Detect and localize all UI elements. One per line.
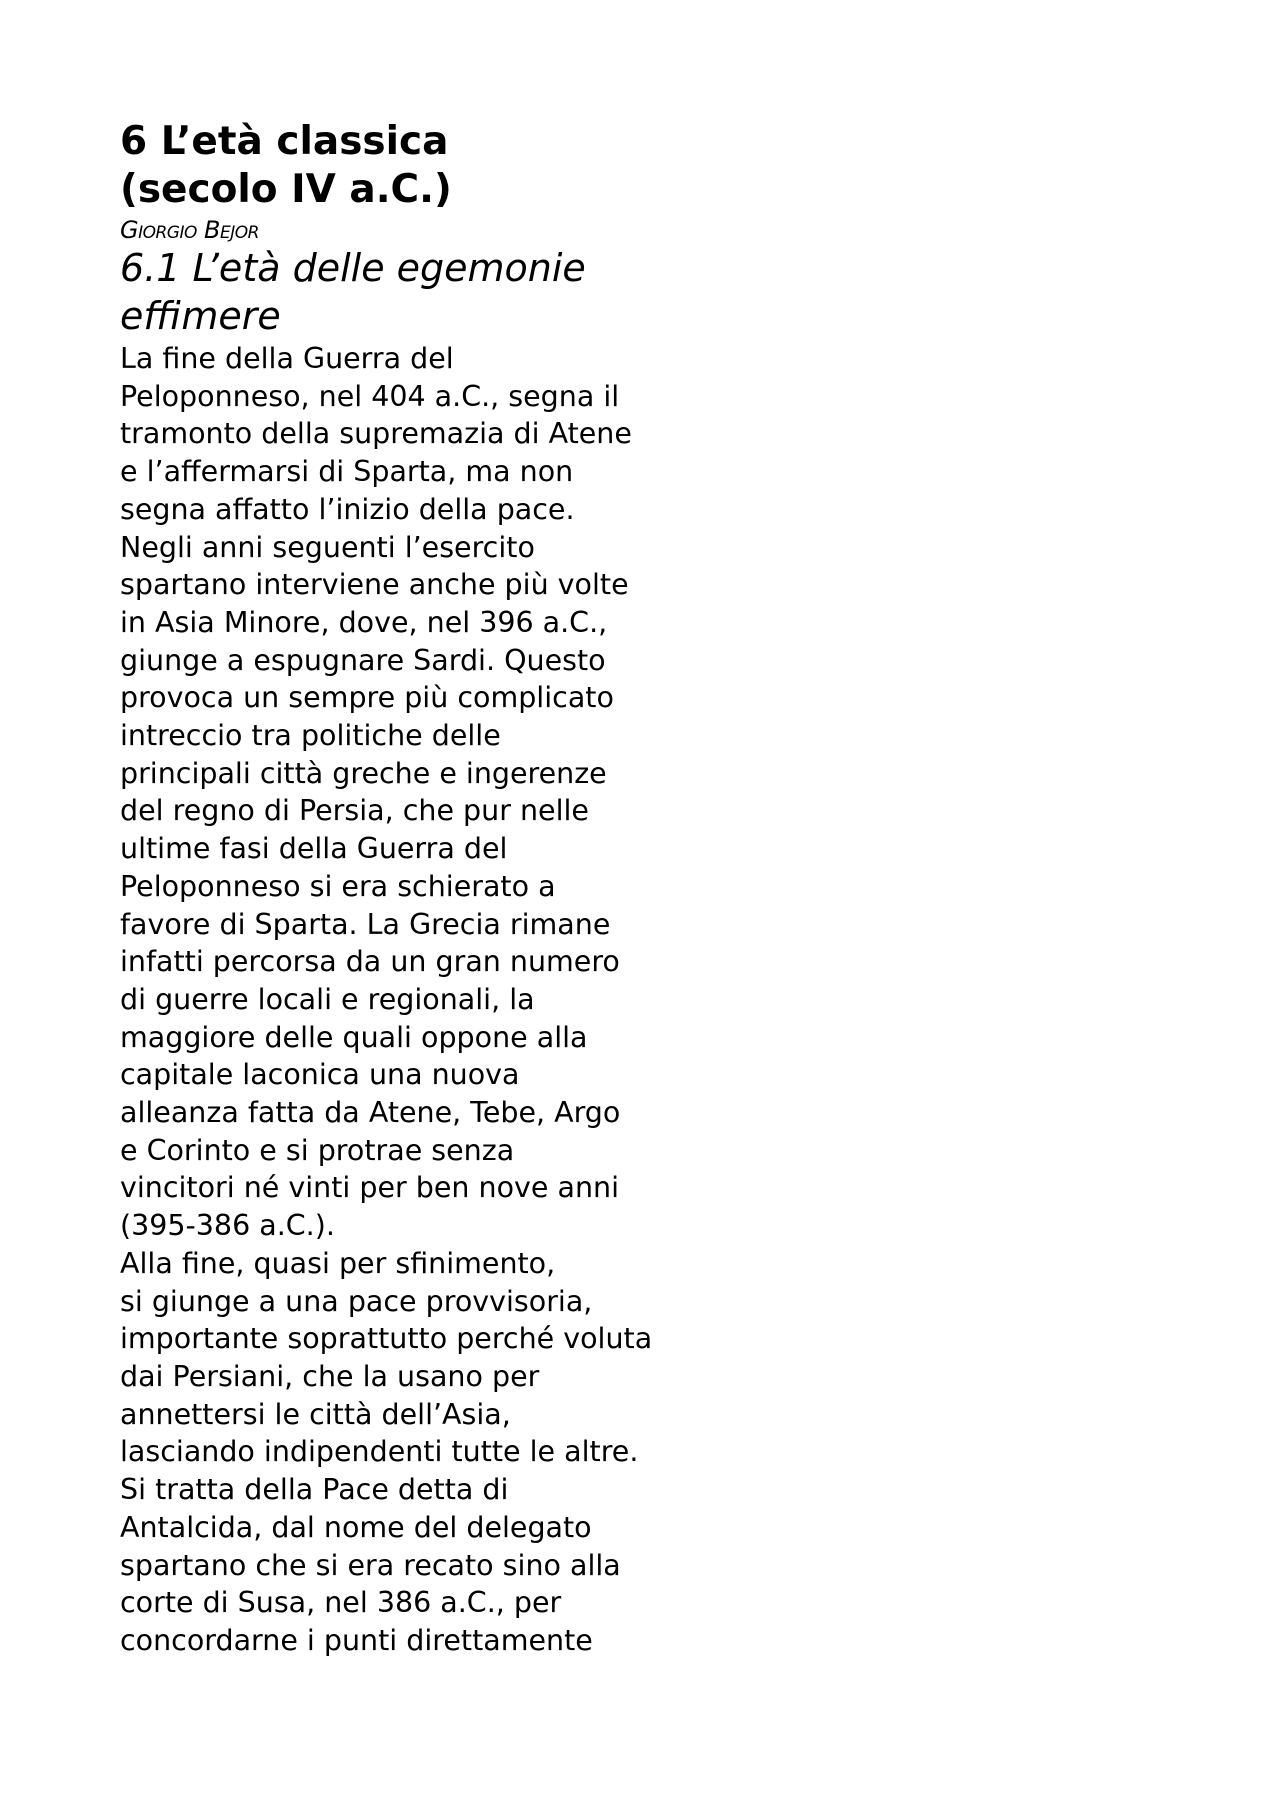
text-line: tramonto della supremazia di Atene <box>120 417 632 451</box>
text-line: concordarne i punti direttamente <box>120 1623 593 1657</box>
text-line: segna affatto l’inizio della pace. <box>120 492 575 526</box>
text-line: infatti percorsa da un gran numero <box>120 945 620 979</box>
chapter-title-line: (secolo IV a.C.) <box>120 167 452 212</box>
text-line: intreccio tra politiche delle <box>120 719 501 753</box>
section-title <box>120 244 760 340</box>
text-line: Negli anni seguenti l’esercito <box>120 530 535 564</box>
text-line: Peloponneso, nel 404 a.C., segna il <box>120 379 620 413</box>
text-line: e l’affermarsi di Sparta, ma non <box>120 455 574 489</box>
text-line: provoca un sempre più complicato <box>120 681 614 715</box>
text-line: importante soprattutto perché voluta <box>120 1322 653 1356</box>
text-line: favore di Sparta. La Grecia rimane <box>120 907 611 941</box>
body-text <box>120 340 760 1660</box>
text-line: Alla fine, quasi per sfinimento, <box>120 1246 556 1280</box>
section-title-line: 6.1 L’età delle egemonie <box>120 246 586 290</box>
document-page <box>120 118 760 1660</box>
text-line: di guerre locali e regionali, la <box>120 982 535 1016</box>
text-line: principali città greche e ingerenze <box>120 756 607 790</box>
text-line: giunge a espugnare Sardi. Questo <box>120 643 606 677</box>
text-line: Peloponneso si era schierato a <box>120 869 556 903</box>
text-line: del regno di Persia, che pur nelle <box>120 794 589 828</box>
author-name: Giorgio Bejor <box>120 216 259 244</box>
text-line: si giunge a una pace provvisoria, <box>120 1284 593 1318</box>
chapter-title-line: 6 L’età classica <box>120 119 449 164</box>
text-line: vincitori né vinti per ben nove anni <box>120 1171 620 1205</box>
text-line: in Asia Minore, dove, nel 396 a.C., <box>120 605 608 639</box>
section-title-line: effimere <box>120 294 281 338</box>
text-line: e Corinto e si protrae senza <box>120 1133 515 1167</box>
text-line: annettersi le città dell’Asia, <box>120 1397 511 1431</box>
text-line: dai Persiani, che la usano per <box>120 1359 540 1393</box>
text-line: Antalcida, dal nome del delegato <box>120 1510 592 1544</box>
text-line: corte di Susa, nel 386 a.C., per <box>120 1586 562 1620</box>
chapter-title <box>120 118 760 214</box>
text-line: spartano interviene anche più volte <box>120 568 629 602</box>
text-line: alleanza fatta da Atene, Tebe, Argo <box>120 1096 621 1130</box>
text-line: lasciando indipendenti tutte le altre. <box>120 1435 639 1469</box>
text-line: maggiore delle quali oppone alla <box>120 1020 588 1054</box>
text-line: ultime fasi della Guerra del <box>120 832 508 866</box>
text-line: spartano che si era recato sino alla <box>120 1548 621 1582</box>
text-line: La fine della Guerra del <box>120 342 454 375</box>
text-line: Si tratta della Pace detta di <box>120 1473 509 1507</box>
text-line: capitale laconica una nuova <box>120 1058 520 1092</box>
text-line: (395-386 a.C.). <box>120 1209 335 1243</box>
